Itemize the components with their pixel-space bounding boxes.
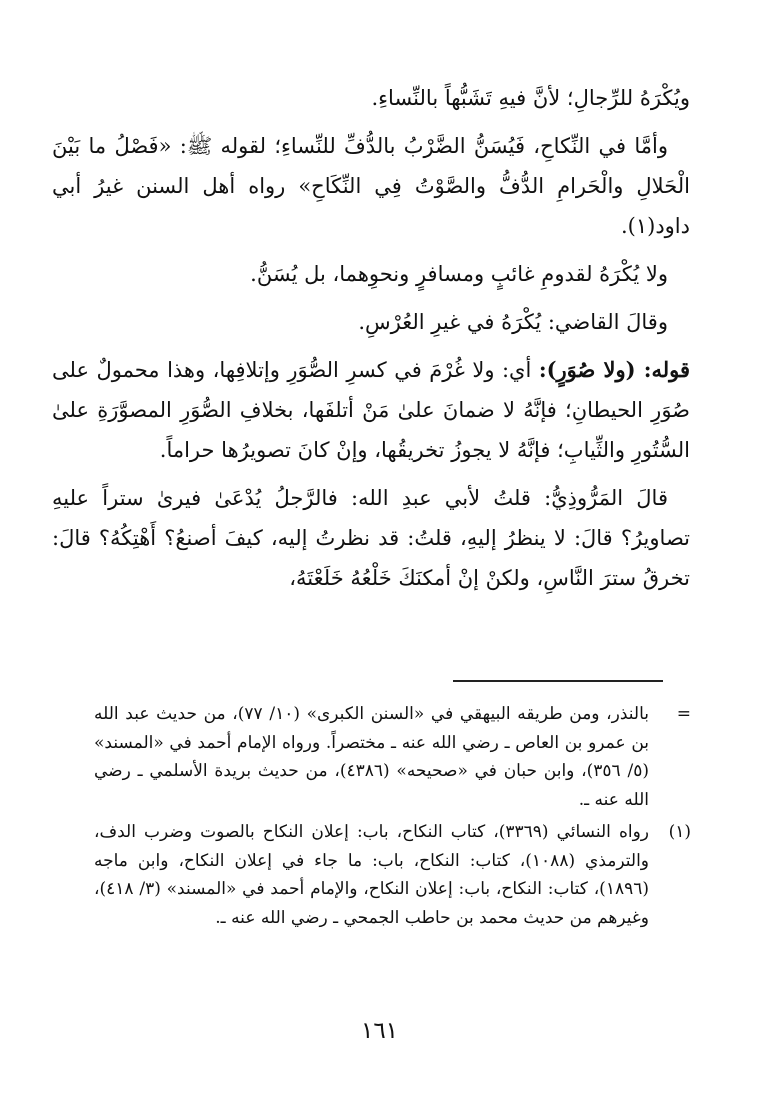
- footnote-text: بالنذر، ومن طريقه البيهقي في «السنن الكبرى» (١٠/ ٧٧)، من حديث عبد الله بن عمرو بن العاص ـ رضي الله عنه ـ مختصراً. ورواه الإمام أحمد في «المسند» (٥/ ٣٥٦)، وابن حبان في «صحيحه» (٤٣٨٦)، من حديث بريدة الأسلمي ـ رضي الله عنه ـ.: [94, 704, 649, 810]
- footnote-marker: (١): [668, 822, 691, 842]
- main-paragraph-3: ولا يُكْرَهُ لقدومِ غائبٍ ومسافرٍ ونحوِهما، بل يُسَنُّ.: [250, 262, 668, 286]
- main-text: [52, 78, 690, 606]
- main-paragraph-1: ويُكْرَهُ للرِّجالِ؛ لأنَّ فيهِ تَشَبُّهاً بالنِّساءِ.: [371, 86, 690, 110]
- page-number: ١٦١: [360, 1018, 399, 1044]
- footnote-marker: =: [676, 704, 691, 724]
- main-paragraph-2: وأمَّا في النِّكاحِ، فَيُسَنُّ الضَّرْبُ بالدُّفِّ للنِّساءِ؛ لقوله ﷺ: «فَصْلُ ما بَيْنَ الْحَلالِ والْحَرامِ الدُّفُّ والصَّوْتُ فِي النِّكَاحِ» رواه أهل السنن غيرُ أبي داود(١).: [52, 134, 690, 238]
- footnote-continued: [94, 700, 691, 814]
- commentary-text: أي: ولا غُرْمَ في كسرِ الصُّوَرِ وإتلافِها، وهذا محمولٌ على صُوَرِ الحيطانِ؛ فإنَّهُ لا ضمانَ علىٰ مَنْ أتلفَها، بخلافِ الصُّوَرِ المصوَّرَةِ علىٰ السُّتُورِ والثِّيابِ؛ فإنَّهُ لا يجوزُ تخريقُها، وإنْ كانَ تصويرُها حراماً.: [52, 358, 690, 462]
- footnote-text: رواه النسائي (٣٣٦٩)، كتاب النكاح، باب: إعلان النكاح بالصوت وضرب الدف، والترمذي (١٠٨٨)، كتاب: النكاح، باب: ما جاء في إعلان النكاح، وابن ماجه (١٨٩٦)، كتاب: النكاح، باب: إعلان النكاح، والإمام أحمد في «المسند» (٣/ ٤١٨)، وغيرهم من حديث محمد بن حاطب الجمحي ـ رضي الله عنه ـ.: [94, 822, 650, 928]
- footnotes: [94, 700, 691, 936]
- main-paragraph-6: قالَ المَرُّوذِيُّ: قلتُ لأبي عبدِ الله: فالرَّجلُ يُدْعَىٰ فيرىٰ ستراً عليهِ تصاويرُ؟ قالَ: لا ينظرُ إليهِ، قلتُ: قد نظرتُ إليه، كيفَ أصنعُ؟ أَهْتِكُهُ؟ قالَ: تخرقُ سترَ النَّاسِ، ولكنْ إنْ أمكنَكَ خَلْعُهُ خَلَعْتَهُ،: [52, 486, 690, 590]
- main-paragraph-5: [52, 350, 690, 470]
- footnote-1: [94, 818, 691, 932]
- main-paragraph-4: وقالَ القاضي: يُكْرَهُ في غيرِ العُرْسِ.: [358, 310, 668, 334]
- footnote-separator: [453, 680, 663, 682]
- commentary-lead: قوله: (ولا صُوَرٍ):: [538, 357, 691, 382]
